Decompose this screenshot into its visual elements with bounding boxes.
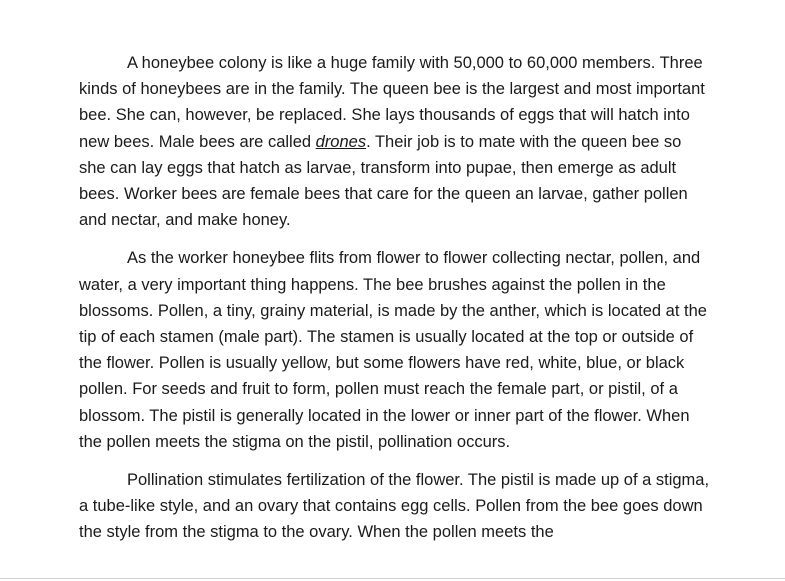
paragraph-1-text-start: A honeybee colony is like a huge family with 50,000 to 60,000 members. Three kinds of honeybees are in the family. The queen bee is the largest and most important bee. She can, however, be replaced. She lays thousands of eggs that will hatch into new bees. Male bees are called (79, 54, 705, 151)
paragraph-1-text-end: . Their job is to mate with the queen bee so she can lay eggs that hatch as larvae, transform into pupae, then emerge as adult bees. Worker bees are female bees that care for the queen an larvae, gather pollen and nectar, and make honey. (79, 132, 688, 230)
term-drones: drones (315, 132, 367, 151)
paragraph-pollination[interactable]: Pollination stimulates fertilization of the flower. The pistil is made up of a stigma, a tube-like style, and an ovary that contains egg cells. Pollen from the bee goes down the style from the stigma to the ovary. When the pollen meets the (79, 471, 710, 542)
paragraph-pollen-collection[interactable]: As the worker honeybee flits from flower to flower collecting nectar, pollen, and water, a very important thing happens. The bee brushes against the pollen in the blossoms. Pollen, a tiny, grainy material, is made by the anther, which is located at the tip of each stamen (male part). The stamen is usually located at the top or outside of the flower. Pollen is usually yellow, but some flowers have red, white, blue, or black pollen. For seeds and fruit to form, pollen must reach the female part, or pistil, of a blossom. The pistil is generally located in the lower or inner part of the flower. When the pollen meets the stigma on the pistil, pollination occurs. (79, 249, 707, 451)
page-bottom-edge (0, 578, 785, 579)
document-body[interactable] (79, 50, 711, 558)
paragraph-honeybee-colony[interactable] (79, 50, 711, 233)
